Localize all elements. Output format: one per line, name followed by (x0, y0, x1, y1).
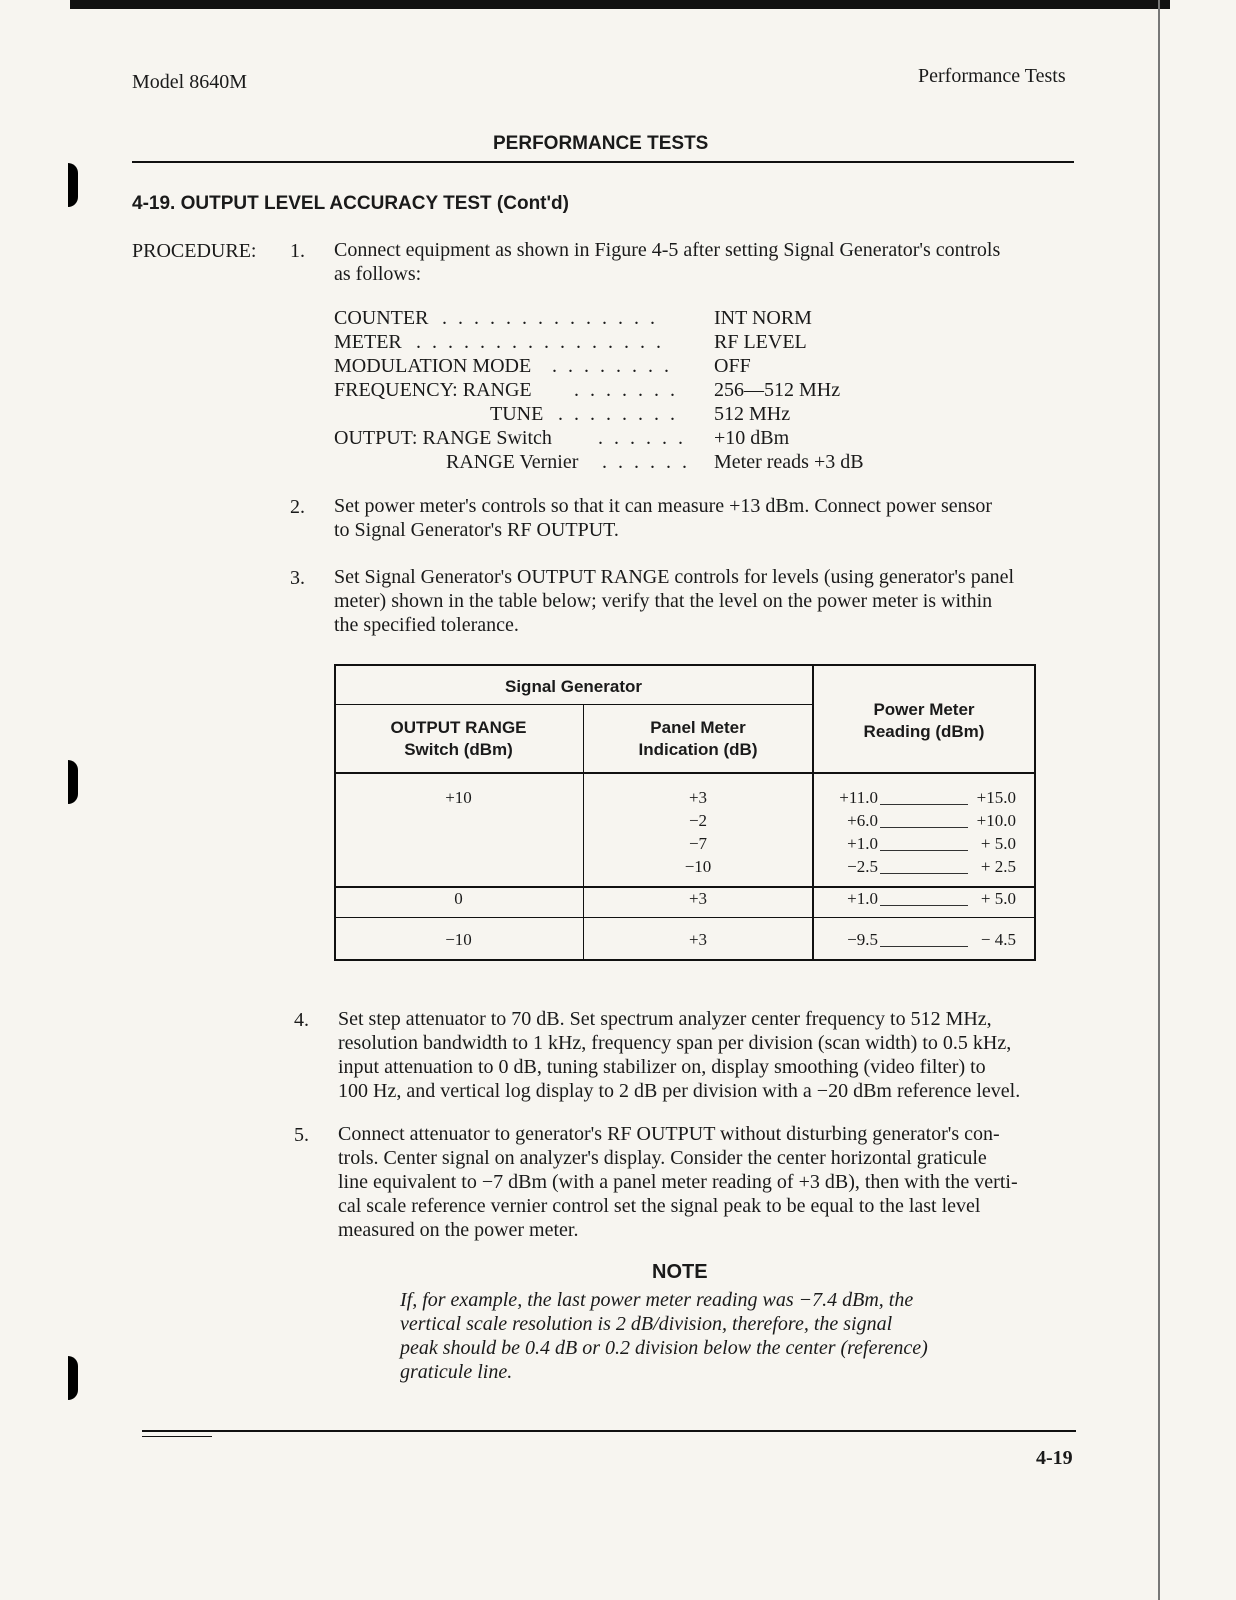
table-divider (334, 704, 813, 705)
panel-cell: −10 (684, 857, 712, 876)
scan-top-band (70, 0, 1170, 9)
binding-tab-marker (68, 163, 78, 207)
panel-cell: +3 (688, 788, 708, 807)
header-line: Switch (dBm) (404, 740, 513, 759)
range-cell: −10 (445, 930, 472, 949)
text-line: measured on the power meter. (338, 1219, 579, 1241)
power-cell (830, 834, 1016, 857)
step-4-text (338, 1007, 1083, 1103)
range-cell: 0 (454, 889, 463, 908)
power-high: + 5.0 (980, 889, 1016, 908)
text-line: resolution bandwidth to 1 kHz, frequency span per division (scan width) to 0.5 kHz, (338, 1032, 1012, 1054)
text-line: as follows: (334, 263, 422, 285)
setting-label: MODULATION MODE (334, 355, 532, 377)
text-line: meter) shown in the table below; verify that the level on the power meter is within (334, 590, 993, 612)
panel-cell: −7 (688, 834, 708, 853)
step-number: 3. (290, 567, 305, 589)
setting-label: TUNE (490, 403, 544, 425)
setting-label: RANGE Vernier (446, 451, 579, 473)
setting-leader: . . . . . . . . . . . . . . (442, 307, 658, 329)
setting-leader: . . . . . . (602, 451, 690, 473)
power-low: +6.0 (847, 811, 878, 830)
power-high: +10.0 (976, 811, 1016, 830)
setting-value: RF LEVEL (714, 331, 807, 353)
header-rule (132, 161, 1074, 163)
step-5-text (338, 1122, 1083, 1242)
setting-value: 512 MHz (714, 403, 791, 425)
power-low: +1.0 (847, 889, 878, 908)
column-header-output-range (334, 717, 583, 761)
footer-rule (142, 1430, 1076, 1432)
panel-cell: +3 (688, 889, 708, 908)
note-text (400, 1288, 1000, 1384)
setting-value: Meter reads +3 dB (714, 451, 864, 473)
model-label: Model 8640M (132, 71, 247, 93)
table-divider (334, 772, 1036, 774)
power-low: +11.0 (839, 788, 878, 807)
table-divider (334, 886, 1036, 888)
binding-tab-marker (68, 1356, 78, 1400)
text-line: to Signal Generator's RF OUTPUT. (334, 519, 619, 541)
text-line: input attenuation to 0 dB, tuning stabilizer on, display smoothing (video filter) to (338, 1056, 986, 1078)
leader-line (880, 804, 968, 805)
binding-tab-marker (68, 760, 78, 804)
power-high: + 5.0 (980, 834, 1016, 853)
power-high: +15.0 (976, 788, 1016, 807)
power-cell (830, 889, 1016, 912)
text-line: cal scale reference vernier control set the signal peak to be equal to the last level (338, 1195, 981, 1217)
group-header: Signal Generator (505, 677, 642, 696)
power-cell (830, 930, 1016, 953)
step-number: 1. (290, 240, 305, 262)
table-border (334, 959, 1036, 961)
table-divider (334, 917, 1036, 918)
range-cell: +10 (445, 788, 472, 807)
text-line: 100 Hz, and vertical log display to 2 dB per division with a −20 dBm reference level. (338, 1080, 1021, 1102)
power-high: − 4.5 (980, 930, 1016, 949)
setting-label: FREQUENCY: RANGE (334, 379, 532, 401)
power-low: −2.5 (847, 857, 878, 876)
text-line: trols. Center signal on analyzer's display. Consider the center horizontal graticule (338, 1147, 987, 1169)
text-line: Connect attenuator to generator's RF OUTPUT without disturbing generator's con- (338, 1123, 1000, 1145)
step-1-text (334, 238, 1074, 286)
text-line: Set step attenuator to 70 dB. Set spectrum analyzer center frequency to 512 MHz, (338, 1008, 992, 1030)
leader-line (880, 905, 968, 906)
setting-label: METER (334, 331, 402, 353)
header-line: Panel Meter (650, 718, 746, 737)
step-3-text (334, 565, 1074, 637)
text-line: the specified tolerance. (334, 614, 519, 636)
test-heading: 4-19. OUTPUT LEVEL ACCURACY TEST (Cont'd) (132, 193, 569, 214)
step-number: 5. (294, 1124, 309, 1146)
text-line: line equivalent to −7 dBm (with a panel meter reading of +3 dB), then with the verti- (338, 1171, 1018, 1193)
setting-value: 256—512 MHz (714, 379, 841, 401)
leader-line (880, 827, 968, 828)
column-header-panel-meter (583, 717, 813, 761)
table-border (334, 664, 1036, 666)
step-2-text (334, 494, 1074, 542)
setting-leader: . . . . . . . (574, 379, 678, 401)
text-line: peak should be 0.4 dB or 0.2 division below the center (reference) (400, 1337, 928, 1359)
text-line: Set Signal Generator's OUTPUT RANGE controls for levels (using generator's panel (334, 566, 1015, 588)
text-line: If, for example, the last power meter reading was −7.4 dBm, the (400, 1289, 914, 1311)
text-line: vertical scale resolution is 2 dB/division, therefore, the signal (400, 1313, 893, 1335)
header-line: OUTPUT RANGE (390, 718, 527, 737)
header-line: Power Meter (873, 700, 975, 719)
footer-rule-accent (142, 1436, 212, 1437)
setting-value: INT NORM (714, 307, 812, 329)
power-low: +1.0 (847, 834, 878, 853)
control-settings (334, 306, 934, 481)
setting-value: OFF (714, 355, 751, 377)
power-cell (830, 788, 1016, 811)
section-label: Performance Tests (918, 65, 1066, 87)
step-number: 2. (290, 496, 305, 518)
procedure-label: PROCEDURE: (132, 240, 257, 262)
panel-cell: −2 (688, 811, 708, 830)
setting-label: OUTPUT: RANGE Switch (334, 427, 552, 449)
setting-leader: . . . . . . . . (552, 355, 672, 377)
header-line: Indication (dB) (638, 740, 758, 759)
power-low: −9.5 (847, 930, 878, 949)
power-cell (830, 811, 1016, 834)
power-cell (830, 857, 1016, 880)
page-number: 4-19 (1036, 1447, 1073, 1469)
step-number: 4. (294, 1009, 309, 1031)
power-high: + 2.5 (980, 857, 1016, 876)
text-line: Set power meter's controls so that it can measure +13 dBm. Connect power sensor (334, 495, 993, 517)
leader-line (880, 850, 968, 851)
setting-leader: . . . . . . . . (558, 403, 678, 425)
setting-value: +10 dBm (714, 427, 790, 449)
setting-label: COUNTER (334, 307, 429, 329)
page-edge (1158, 0, 1160, 1600)
leader-line (880, 873, 968, 874)
setting-leader: . . . . . . . . . . . . . . . . (416, 331, 664, 353)
text-line: Connect equipment as shown in Figure 4-5 after setting Signal Generator's controls (334, 239, 1001, 261)
page-title: PERFORMANCE TESTS (493, 133, 709, 154)
text-line: graticule line. (400, 1361, 513, 1383)
note-title: NOTE (652, 1261, 708, 1283)
tolerance-table (334, 664, 1036, 961)
header-line: Reading (dBm) (863, 722, 985, 741)
leader-line (880, 946, 968, 947)
setting-leader: . . . . . . (598, 427, 686, 449)
panel-cell: +3 (688, 930, 708, 949)
column-header-power-meter (813, 699, 1035, 743)
